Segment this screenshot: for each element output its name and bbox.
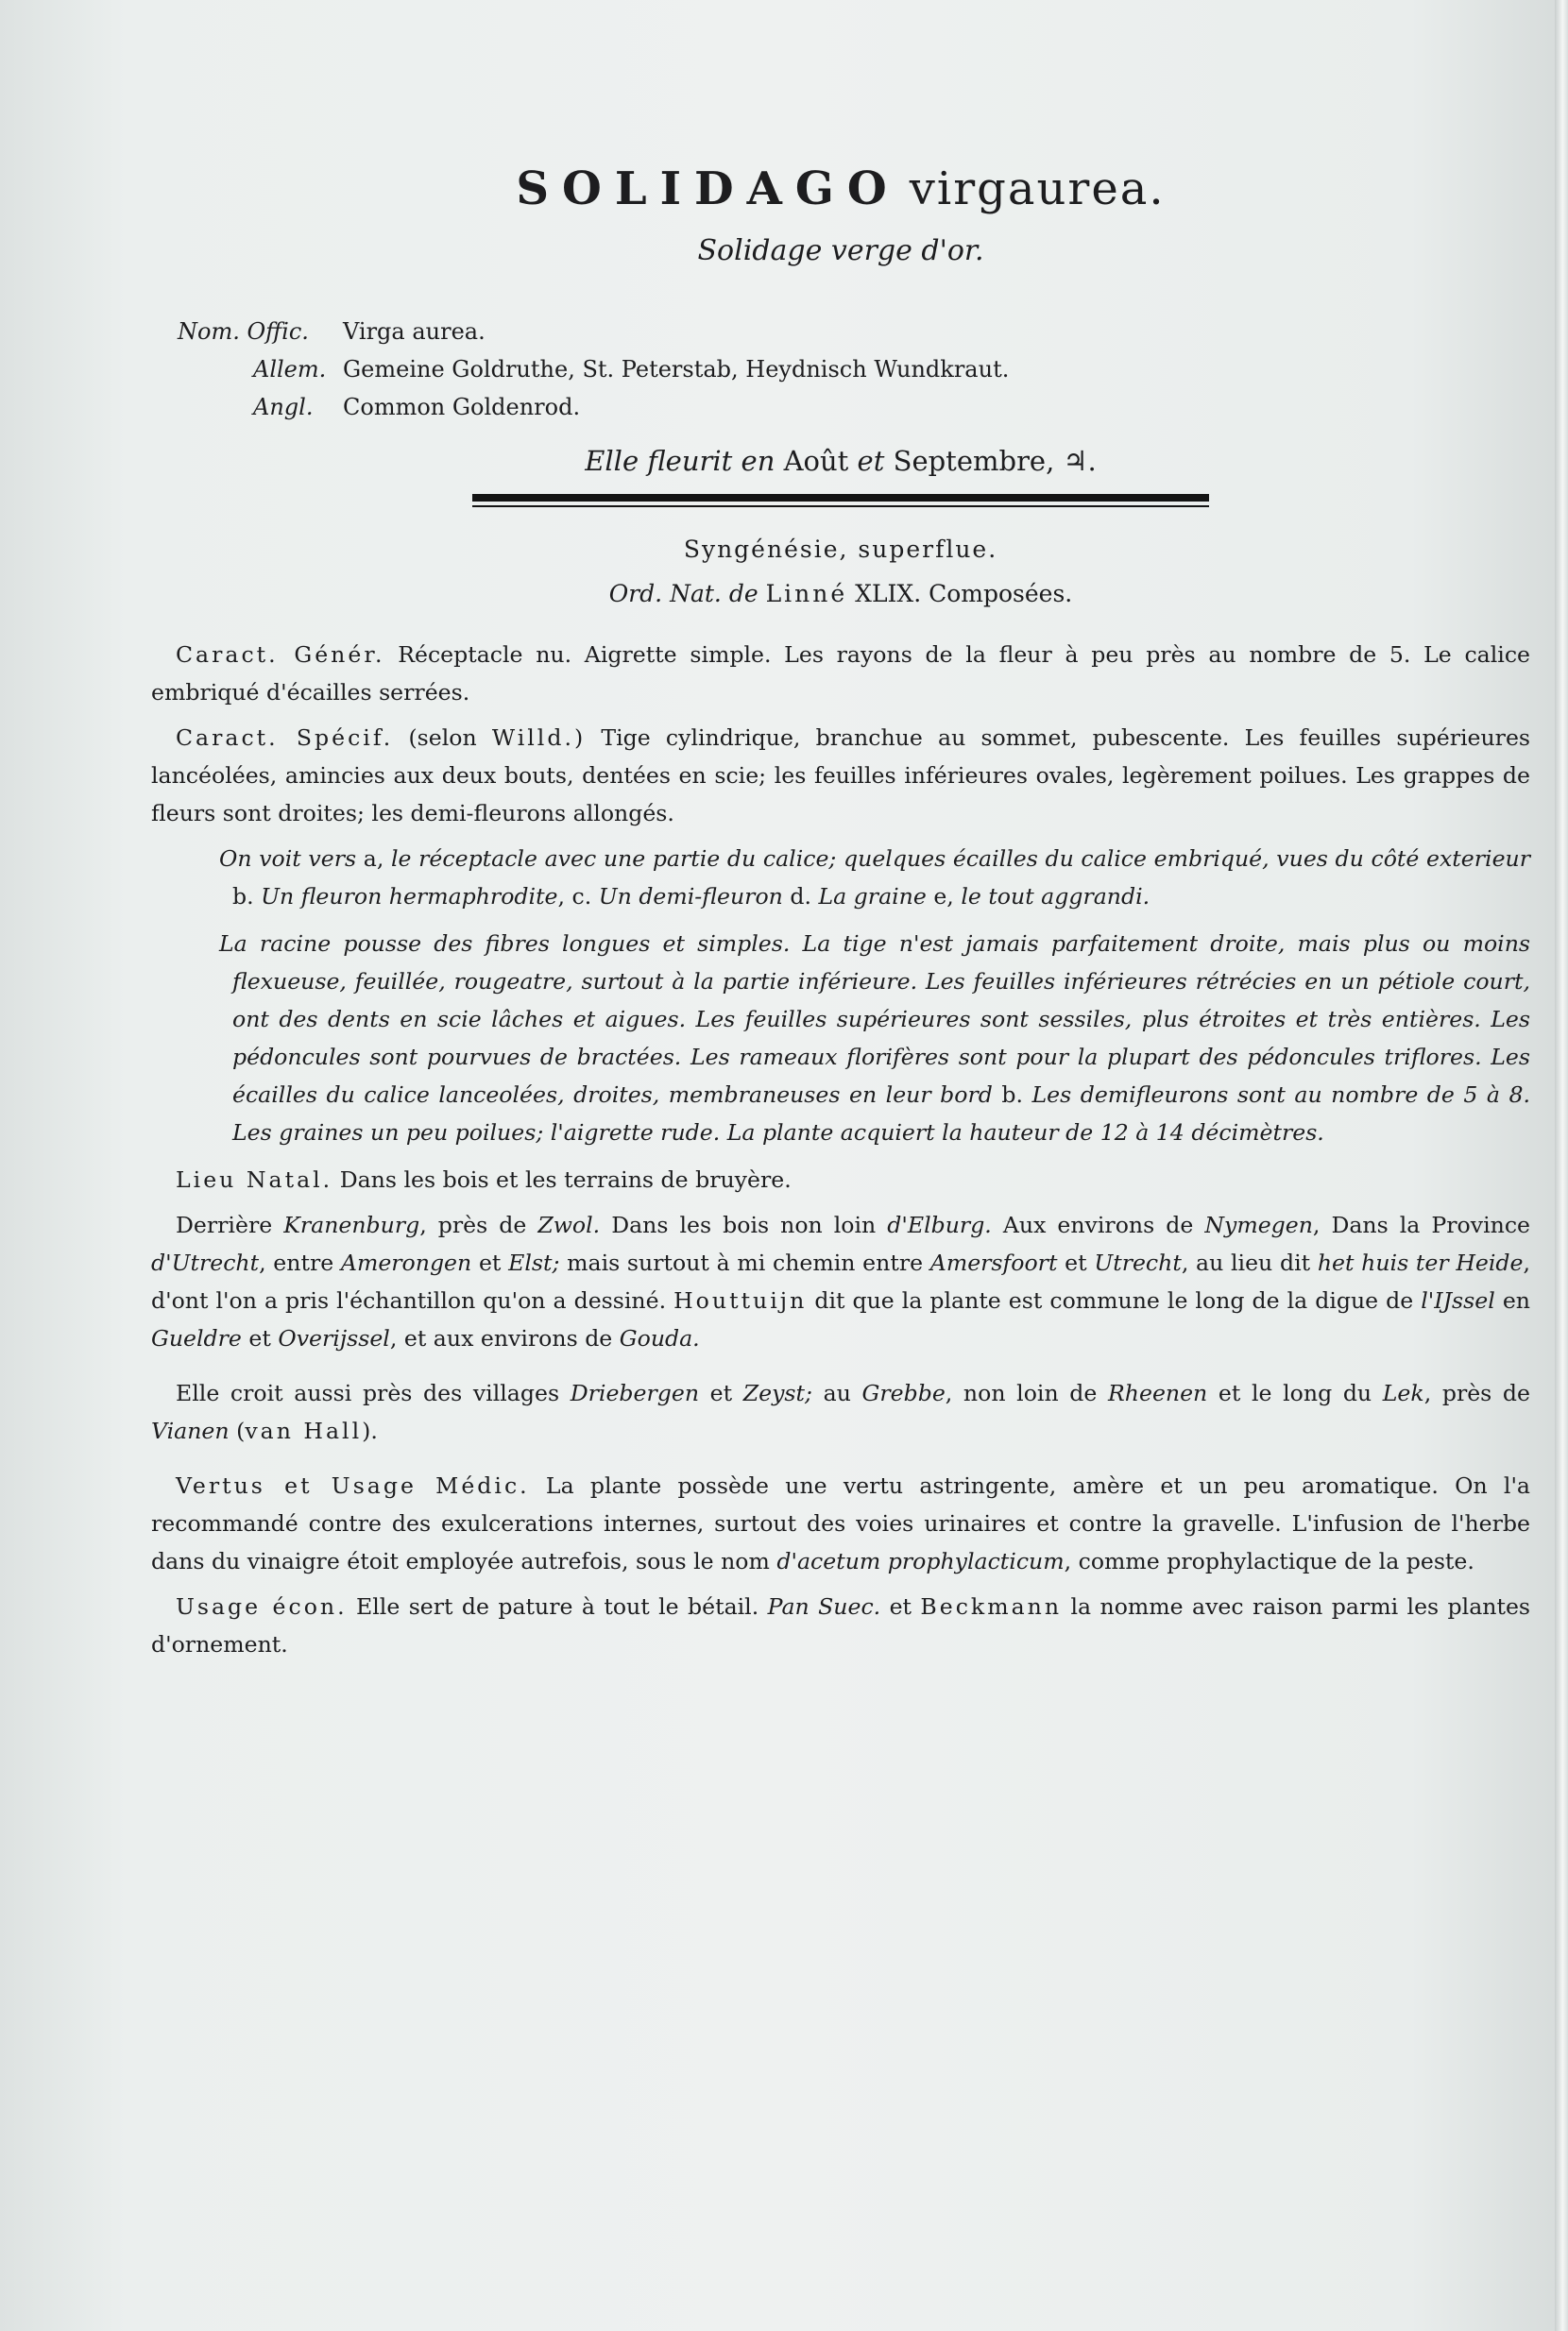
text-run: Overijssel bbox=[278, 1325, 390, 1352]
document-content bbox=[151, 161, 1530, 1671]
text-run: Amersfoort bbox=[929, 1250, 1058, 1276]
section-lead: Caract. Génér. bbox=[176, 641, 385, 668]
text-run: dit que la plante est commune le long de la digue de bbox=[807, 1287, 1422, 1314]
name-label: Angl. bbox=[253, 394, 314, 420]
text-run: , entre bbox=[259, 1250, 341, 1276]
text-run: Amerongen bbox=[340, 1250, 472, 1276]
vertus-paragraph: Vertus et Usage Médic. La plante possède une vertu astringente, amère et un peu aromatique. On l'a recommandé contre des exulcerations internes, surtout des voies urinaires et contre la gravelle. L'infusion de l'herbe dans du vinaigre étoit employée autrefois, sous le nom d'acetum prophylacticum, comme prophylactique de la peste. bbox=[151, 1472, 1531, 1574]
text-run: ( bbox=[229, 1418, 246, 1444]
bloom-part: Septembre, ♃. bbox=[893, 445, 1097, 477]
text-run: Nymegen bbox=[1204, 1212, 1313, 1238]
natural-order: Ord. Nat. de Linné XLIX. Composées. bbox=[608, 580, 1073, 607]
section-text: Tige cylindrique, branchue au sommet, pubescente. Les feuilles supérieures lancéolées, amincies aux deux bouts, dentées en scie; les feuilles inférieures ovales, legèrement poilues. Les grappes de fleurs sont droites; les demi-fleurons allongés. bbox=[151, 724, 1531, 826]
text-run: Un fleuron hermaphrodite bbox=[261, 883, 558, 910]
name-row-english bbox=[178, 388, 1530, 426]
text-run: La racine pousse des fibres longues et simples. La tige n'est jamais parfaitement droite, mais plus ou moins flexueuse, feuillée, rougeatre, surtout à la partie inférieure. Les feuilles inférieures rétrécies en un pétiole court, ont des dents en scie lâches et aigues. Les feuilles supérieures sont sessiles, plus étroites et très entières. Les pédoncules sont pourvues de bractées. Les rameaux florifères sont pour la plupart des pédoncules triflores. Les écailles du calice lanceolées, droites, membraneuses en leur bord bbox=[219, 930, 1530, 1108]
text-run: au bbox=[811, 1380, 862, 1406]
text-run: , non loin de bbox=[945, 1380, 1109, 1406]
name-row-german bbox=[178, 350, 1530, 388]
section-lead: Lieu Natal. bbox=[176, 1166, 333, 1193]
bloom-part: et bbox=[857, 445, 885, 477]
usage-paragraph: Usage écon. Elle sert de pature à tout le bétail. Pan Suec. et Beckmann la nomme avec raison parmi les plantes d'ornement. bbox=[151, 1593, 1531, 1658]
text-run: en bbox=[1494, 1287, 1530, 1314]
text-run: l'IJssel bbox=[1421, 1287, 1495, 1314]
text-run: La graine bbox=[818, 883, 927, 910]
page-title bbox=[151, 161, 1530, 215]
text-run: Rheenen bbox=[1108, 1380, 1208, 1406]
caract-gener-paragraph bbox=[151, 636, 1530, 711]
name-label: Allem. bbox=[253, 356, 327, 383]
localities-paragraph-2 bbox=[151, 1374, 1530, 1450]
text-run: Kranenburg bbox=[283, 1212, 420, 1238]
page-edge bbox=[1555, 0, 1568, 2331]
text-run: Les demifleurons sont au nombre de 5 à 8. Les graines un peu poilues; l'aigrette rude. La plante acquiert la hauteur de 12 à 14 décimètres. bbox=[232, 1081, 1530, 1146]
text-run: Gouda. bbox=[619, 1325, 700, 1352]
name-value: Common Goldenrod. bbox=[343, 394, 581, 420]
text-run: d'Utrecht bbox=[151, 1250, 260, 1276]
text-run: a, bbox=[356, 845, 391, 872]
text-run: et le long du bbox=[1207, 1380, 1383, 1406]
text-run: , c. bbox=[557, 883, 599, 910]
section-lead: Vertus et Usage Médic. bbox=[176, 1472, 530, 1499]
text-run: , et aux environs de bbox=[389, 1325, 620, 1352]
plant-description bbox=[151, 925, 1530, 1151]
section-text: Réceptacle nu. Aigrette simple. Les rayons de la fleur à peu près au nombre de 5. Le calice embriqué d'écailles serrées. bbox=[151, 641, 1531, 706]
text-run: b. bbox=[992, 1081, 1032, 1108]
name-value: Virga aurea. bbox=[343, 318, 486, 345]
text-run: van Hall bbox=[245, 1418, 363, 1444]
text-run: et bbox=[1057, 1250, 1095, 1276]
name-row-officinal bbox=[178, 313, 1530, 350]
name-label: Nom. Offic. bbox=[178, 318, 309, 345]
text-run: Gueldre bbox=[151, 1325, 242, 1352]
text-run: , Dans la Province bbox=[1312, 1212, 1530, 1238]
section-lead: Caract. Spécif. bbox=[176, 724, 394, 751]
divider bbox=[151, 494, 1530, 507]
text-run: et bbox=[699, 1380, 743, 1406]
text-run: , près de bbox=[419, 1212, 538, 1238]
text-run: mais surtout à mi chemin entre bbox=[559, 1250, 930, 1276]
text-run: Houttuijn bbox=[673, 1287, 808, 1314]
text-run: Dans les bois non loin bbox=[600, 1212, 888, 1238]
bloom-part: en bbox=[741, 445, 775, 477]
french-name: Solidage verge d'or. bbox=[697, 234, 984, 267]
text-run: le réceptacle avec une partie du calice; quelques écailles du calice embriqué, vues du côté exterieur bbox=[390, 845, 1531, 872]
text-run: Vianen bbox=[151, 1418, 230, 1444]
text-run: , d'ont l'on a pris l'échantillon qu'on a dessiné. bbox=[151, 1250, 1530, 1314]
text-run: Utrecht bbox=[1094, 1250, 1182, 1276]
text-run: Elst; bbox=[508, 1250, 560, 1276]
text-run: , au lieu dit bbox=[1181, 1250, 1318, 1276]
text-run: het huis ter Heide bbox=[1317, 1250, 1524, 1276]
title-genus: SOLIDAGO bbox=[516, 162, 900, 215]
text-run: e, bbox=[926, 883, 962, 910]
text-run: ). bbox=[362, 1418, 378, 1444]
text-run: Derrière bbox=[176, 1212, 284, 1238]
section-lead: Usage écon. bbox=[176, 1593, 348, 1620]
text-run: Lek bbox=[1382, 1380, 1424, 1406]
title-species: virgaurea. bbox=[909, 162, 1166, 215]
text-run: Zwol. bbox=[537, 1212, 601, 1238]
text-run: et bbox=[241, 1325, 279, 1352]
text-run: Un demi-fleuron bbox=[598, 883, 783, 910]
text-run: Aux environs de bbox=[991, 1212, 1205, 1238]
text-run: Grebbe bbox=[861, 1380, 946, 1406]
caract-specif-paragraph: Caract. Spécif. (selon Willd.) Tige cylindrique, branchue au sommet, pubescente. Les feuilles supérieures lancéolées, amincies aux deux bouts, dentées en scie; les feuilles inférieures ovales, legèrement poilues. Les grappes de fleurs sont droites; les demi-fleurons allongés. bbox=[151, 724, 1531, 826]
flowering-period bbox=[151, 445, 1530, 477]
text-run: Zeyst; bbox=[742, 1380, 812, 1406]
localities-paragraph bbox=[151, 1206, 1530, 1357]
text-run: b. bbox=[232, 883, 262, 910]
figure-note bbox=[151, 840, 1530, 915]
bloom-part: Elle fleurit bbox=[585, 445, 733, 477]
bloom-part: Août bbox=[783, 445, 849, 477]
text-run: Driebergen bbox=[570, 1380, 700, 1406]
text-run: Elle croit aussi près des villages bbox=[176, 1380, 571, 1406]
text-run: , près de bbox=[1423, 1380, 1530, 1406]
text-run: le tout aggrandi. bbox=[961, 883, 1150, 910]
text-run: d. bbox=[782, 883, 819, 910]
text-run: On voit vers bbox=[219, 845, 357, 872]
text-run: d'Elburg. bbox=[887, 1212, 992, 1238]
lieu-natal-paragraph: Lieu Natal. Dans les bois et les terrains de bruyère. bbox=[176, 1166, 792, 1193]
text-run: et bbox=[471, 1250, 509, 1276]
linnaean-class: Syngénésie, superflue. bbox=[683, 536, 998, 563]
common-names bbox=[178, 313, 1530, 426]
name-value: Gemeine Goldruthe, St. Peterstab, Heydnisch Wundkraut. bbox=[343, 356, 1010, 383]
